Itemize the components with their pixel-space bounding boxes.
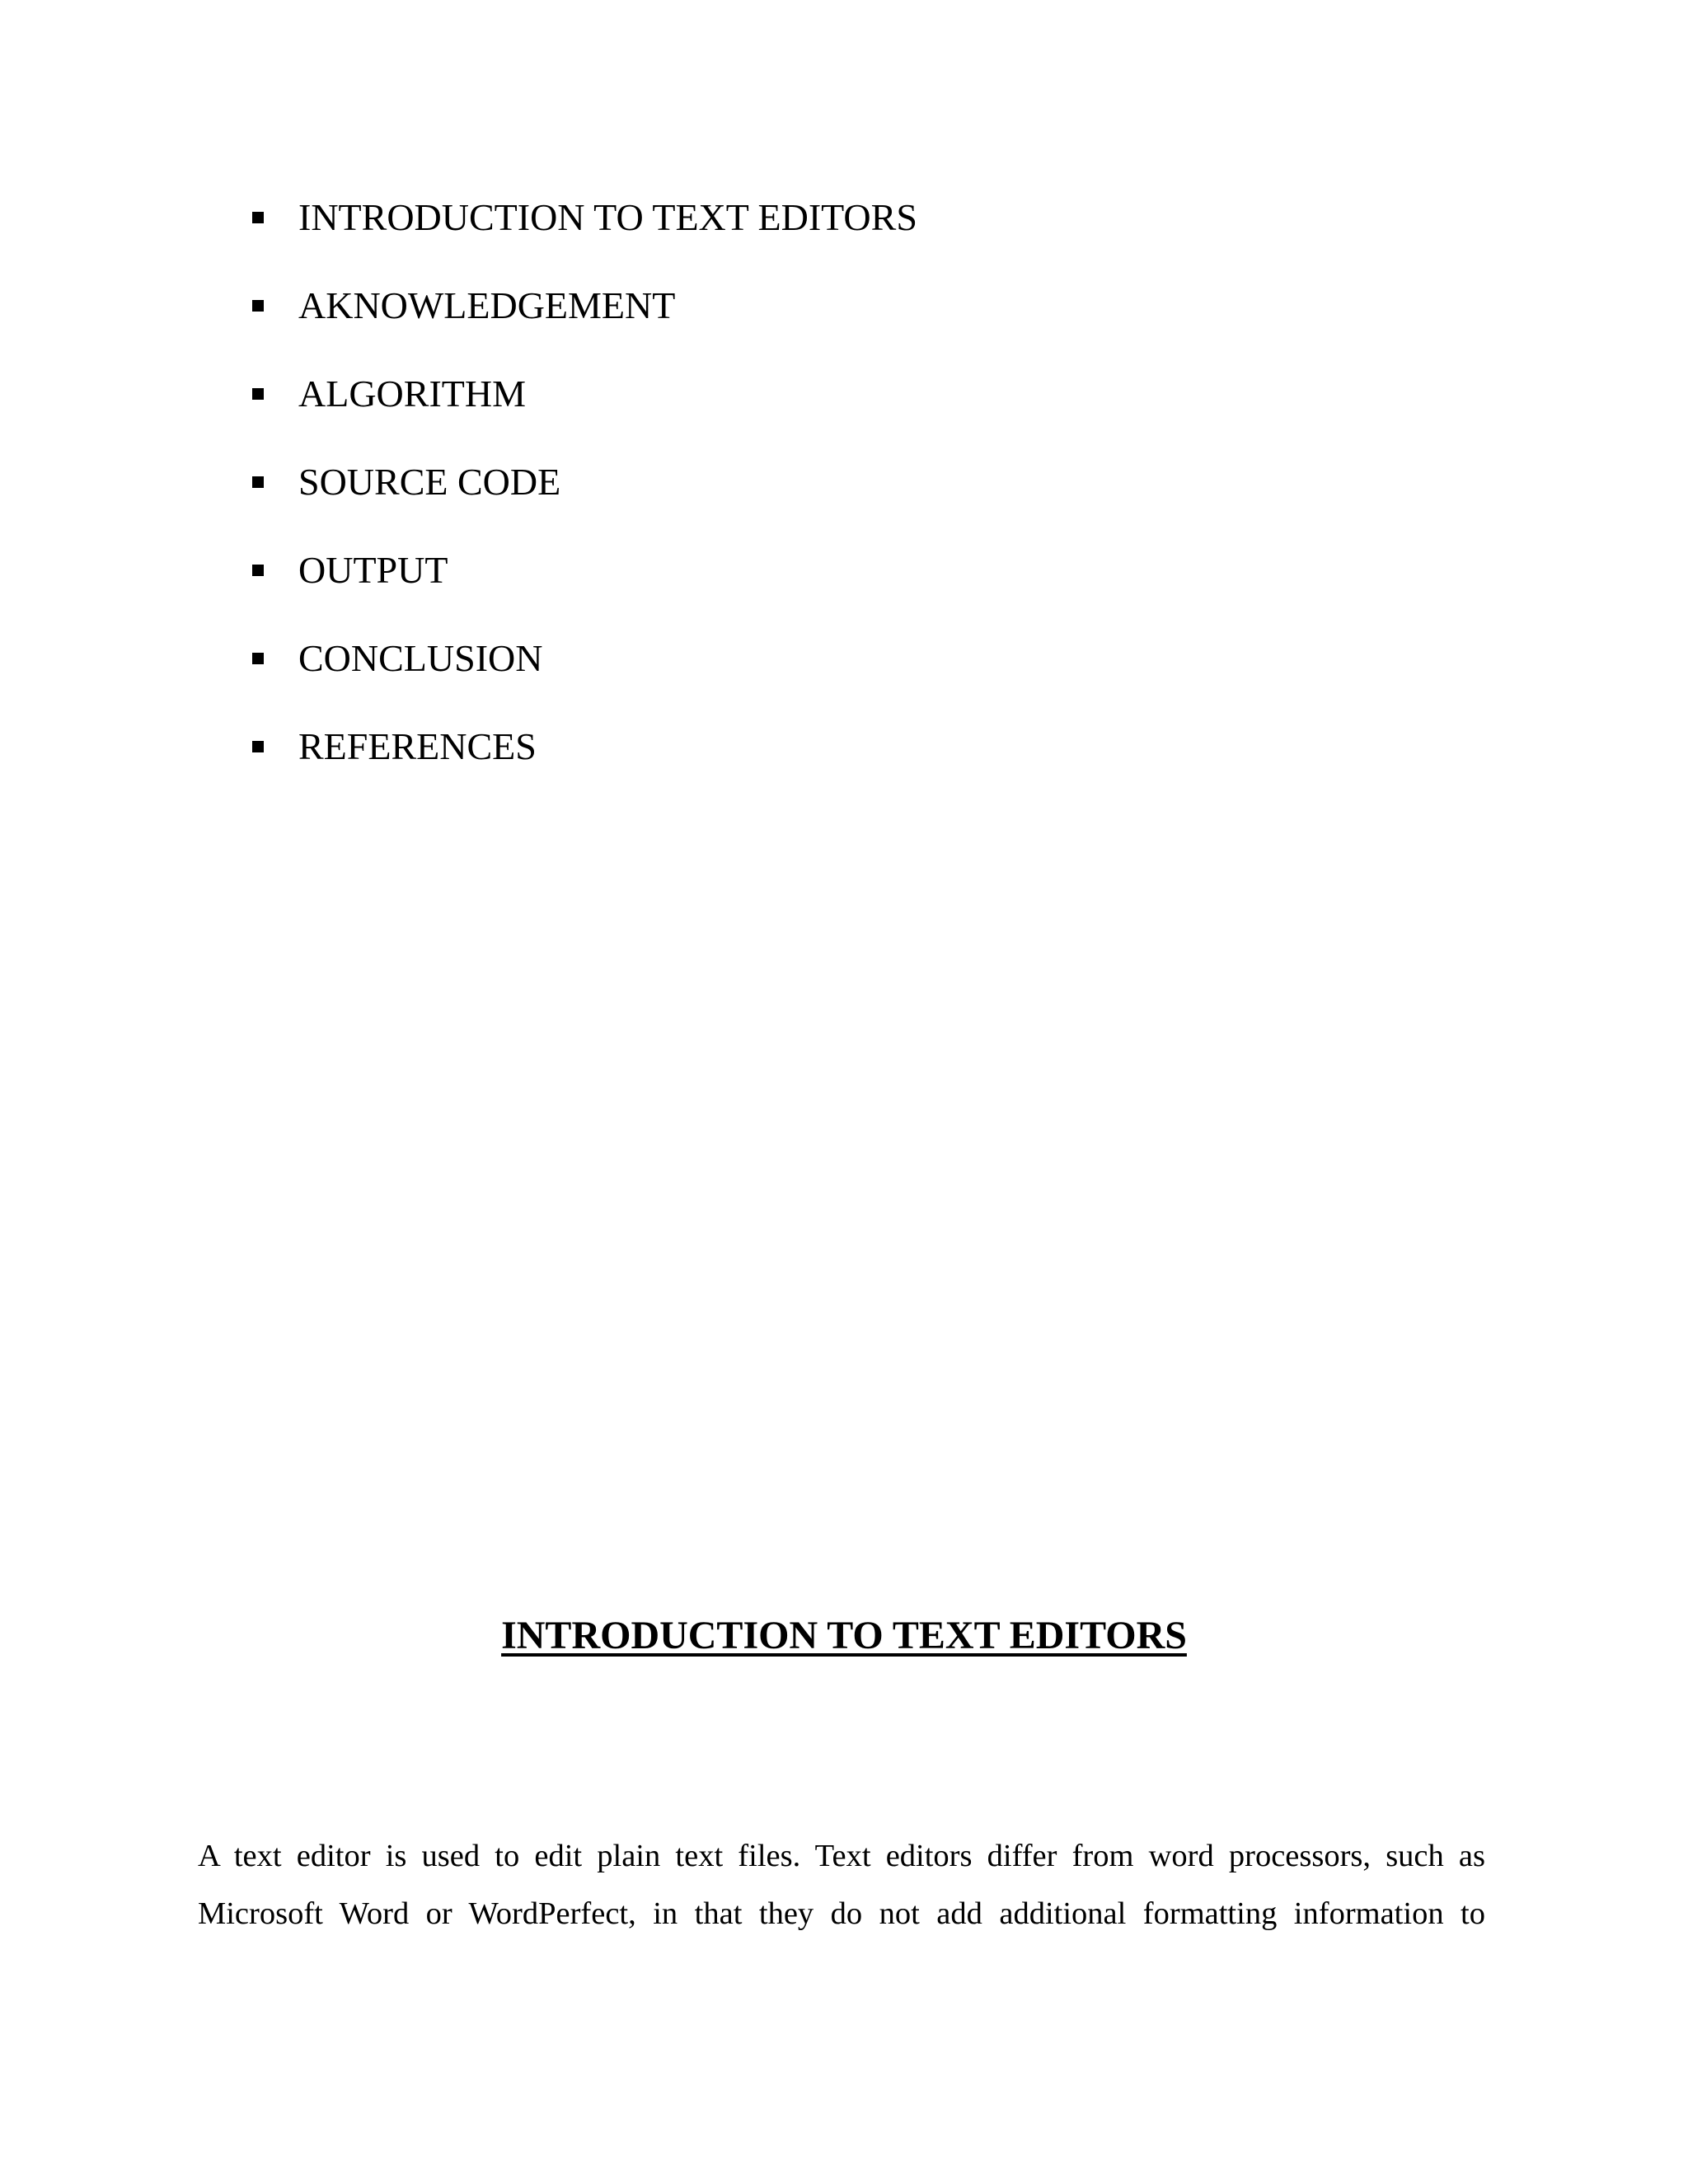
- toc-item-label: CONCLUSION: [298, 637, 543, 679]
- paragraph-line: A text editor is used to edit plain text files. Text editors differ from word processors, such as: [198, 1839, 1485, 1873]
- square-bullet-icon: [252, 212, 264, 223]
- section-heading-text: INTRODUCTION TO TEXT EDITORS: [501, 1614, 1187, 1657]
- square-bullet-icon: [252, 741, 264, 752]
- toc-item-conclusion: [247, 635, 917, 723]
- square-bullet-icon: [252, 565, 264, 576]
- toc-item-acknowledgement: [247, 282, 917, 370]
- section-heading: [0, 1611, 1688, 1661]
- toc-item-label: INTRODUCTION TO TEXT EDITORS: [298, 196, 917, 238]
- square-bullet-icon: [252, 388, 264, 400]
- toc-item-output: [247, 546, 917, 635]
- intro-paragraph: [198, 1827, 1485, 1943]
- square-bullet-icon: [252, 300, 264, 312]
- toc-item-introduction: [247, 194, 917, 282]
- toc-item-label: OUTPUT: [298, 549, 448, 591]
- toc-item-algorithm: [247, 370, 917, 458]
- toc-item-label: AKNOWLEDGEMENT: [298, 284, 676, 326]
- toc-item-label: ALGORITHM: [298, 373, 526, 415]
- paragraph-line: Microsoft Word or WordPerfect, in that they do not add additional formatting information to: [198, 1896, 1485, 1931]
- toc-item-source-code: [247, 458, 917, 546]
- table-of-contents: [247, 194, 917, 811]
- square-bullet-icon: [252, 653, 264, 664]
- toc-item-label: REFERENCES: [298, 725, 537, 767]
- square-bullet-icon: [252, 476, 264, 488]
- toc-item-references: [247, 723, 917, 811]
- toc-item-label: SOURCE CODE: [298, 461, 561, 503]
